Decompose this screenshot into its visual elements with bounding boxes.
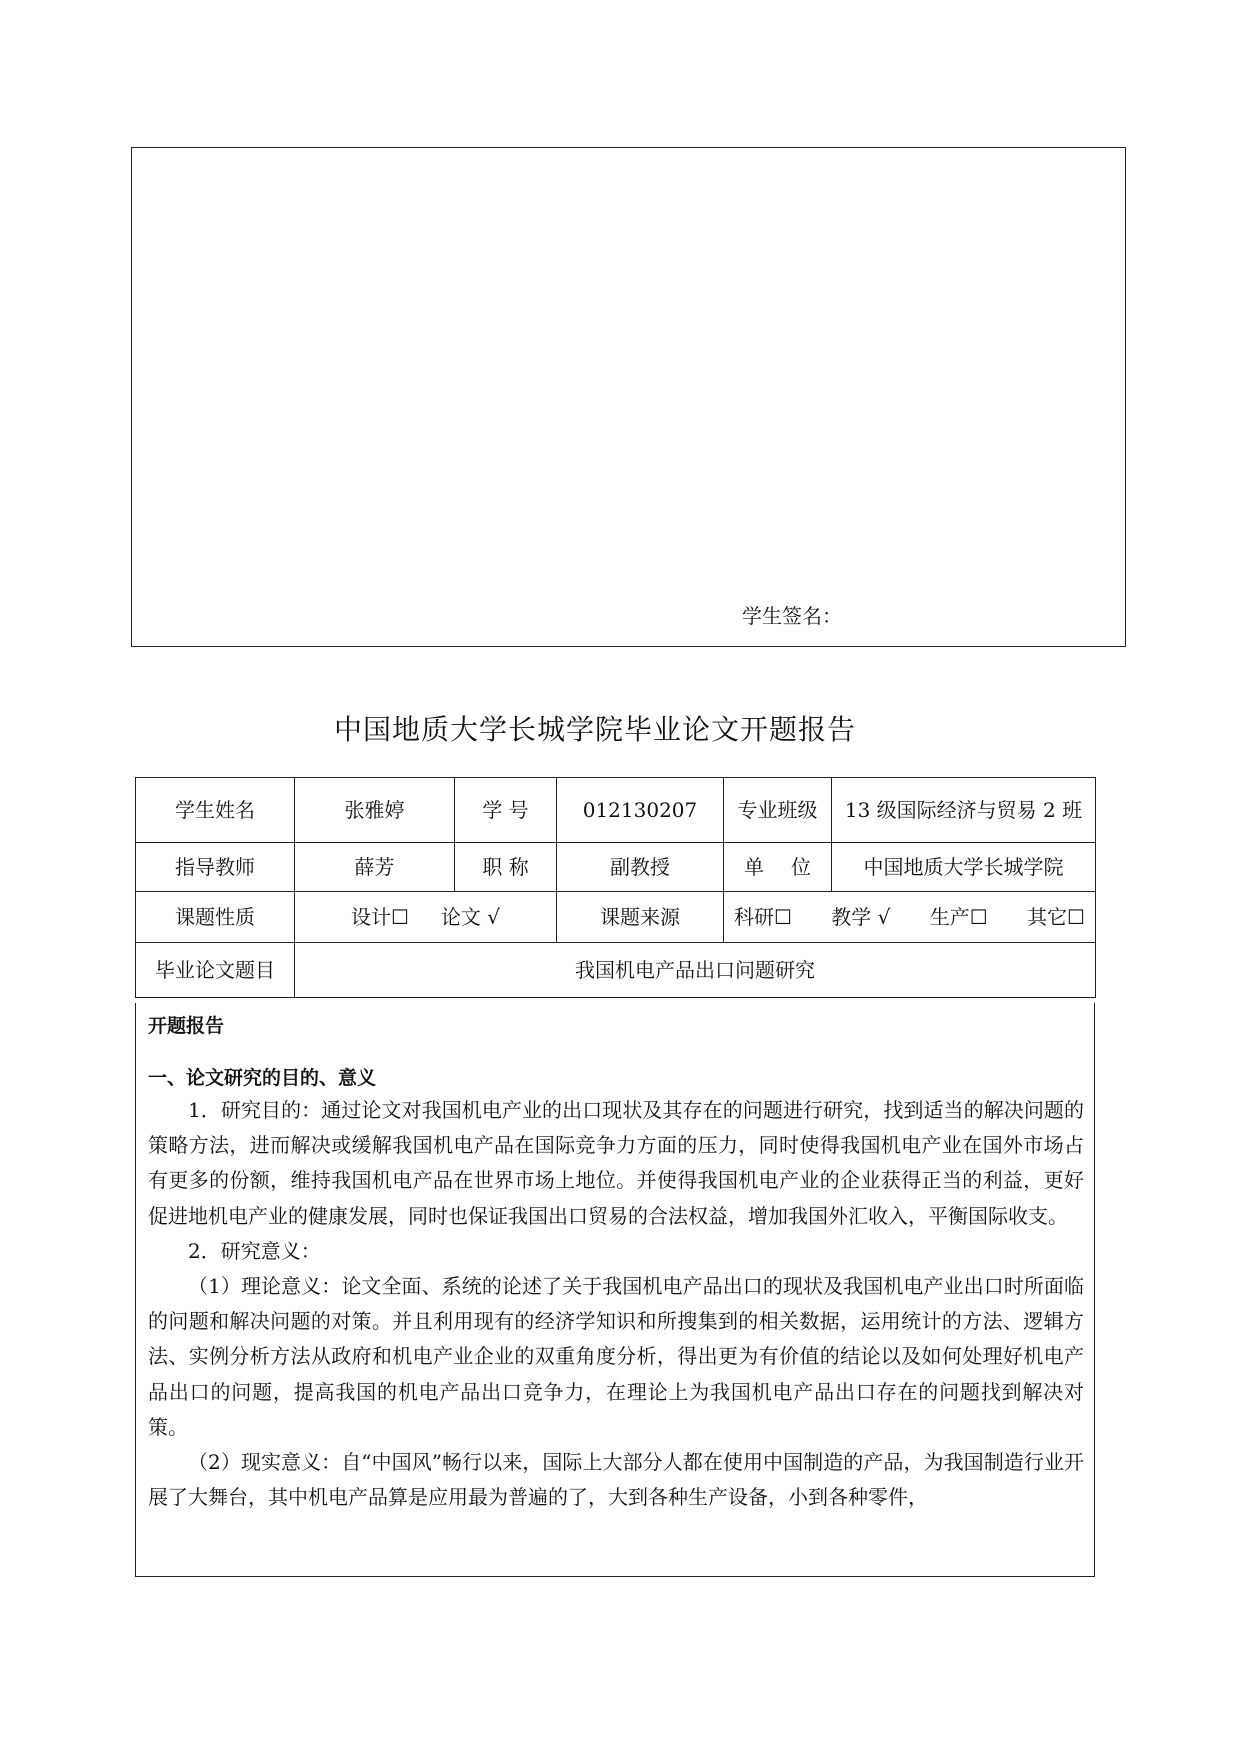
source-label: 课题来源	[557, 892, 724, 943]
student-id-label: 学 号	[455, 778, 557, 843]
thesis-title-value: 我国机电产品出口问题研究	[295, 943, 1096, 998]
advisor-label: 指导教师	[136, 843, 295, 892]
advisor-value: 薛芳	[295, 843, 455, 892]
report-heading: 开题报告	[148, 1015, 225, 1037]
nature-label: 课题性质	[136, 892, 295, 943]
table-row	[136, 943, 1096, 998]
title-rank-value: 副教授	[557, 843, 724, 892]
student-name-value: 张雅婷	[295, 778, 455, 843]
paragraph-practical-significance: （2）现实意义：自“中国风”畅行以来，国际上大部分人都在使用中国制造的产品，为我国制造行业开展了大舞台，其中机电产品算是应用最为普遍的了，大到各种生产设备，小到各种零件，	[148, 1450, 1084, 1510]
table-row	[136, 843, 1096, 892]
major-class-value: 13 级国际经济与贸易 2 班	[832, 778, 1096, 843]
source-option-other: 其它☐	[1027, 905, 1085, 929]
table-row	[136, 778, 1096, 843]
nature-options	[295, 892, 557, 943]
nature-option-design: 设计☐	[350, 905, 409, 929]
student-id-value: 012130207	[557, 778, 724, 843]
signature-box	[131, 147, 1126, 647]
source-options	[724, 892, 1096, 943]
unit-label: 单 位	[724, 843, 832, 892]
table-row	[136, 892, 1096, 943]
paragraph-purpose: 1．研究目的：通过论文对我国机电产业的出口现状及其存在的问题进行研究，找到适当的解决问题的策略方法，进而解决或缓解我国机电产品在国际竞争力方面的压力，同时使得我国机电产业在国外市场占有更多的份额，维持我国机电产品在世界市场上地位。并使得我国机电产业的企业获得正当的利益，更好促进地机电产业的健康发展，同时也保证我国出口贸易的合法权益，增加我国外汇收入，平衡国际收支。	[148, 1098, 1084, 1228]
document-title: 中国地质大学长城学院毕业论文开题报告	[333, 713, 856, 746]
source-option-research: 科研☐	[734, 905, 792, 929]
nature-option-thesis: 论文 √	[440, 905, 501, 929]
paragraph-theoretical-significance: （1）理论意义：论文全面、系统的论述了关于我国机电产品出口的现状及我国机电产业出口时所面临的问题和解决问题的对策。并且利用现有的经济学知识和所搜集到的相关数据，运用统计的方法、逻辑方法、实例分析方法从政府和机电产业企业的双重角度分析，得出更为有价值的结论以及如何处理好机电产品出口的问题，提高我国的机电产品出口竞争力，在理论上为我国机电产品出口存在的问题找到解决对策。	[148, 1274, 1084, 1439]
title-rank-label: 职 称	[455, 843, 557, 892]
student-name-label: 学生姓名	[136, 778, 295, 843]
paragraph-significance-heading: 2．研究意义：	[188, 1238, 321, 1263]
section-heading: 一、论文研究的目的、意义	[148, 1067, 377, 1089]
source-option-teaching: 教学 √	[831, 905, 891, 929]
report-section	[135, 1003, 1095, 1577]
thesis-title-label: 毕业论文题目	[136, 943, 295, 998]
unit-value: 中国地质大学长城学院	[832, 843, 1096, 892]
major-class-label: 专业班级	[724, 778, 832, 843]
source-option-production: 生产☐	[929, 905, 988, 929]
info-table	[135, 777, 1096, 998]
student-signature-label: 学生签名：	[742, 604, 842, 628]
